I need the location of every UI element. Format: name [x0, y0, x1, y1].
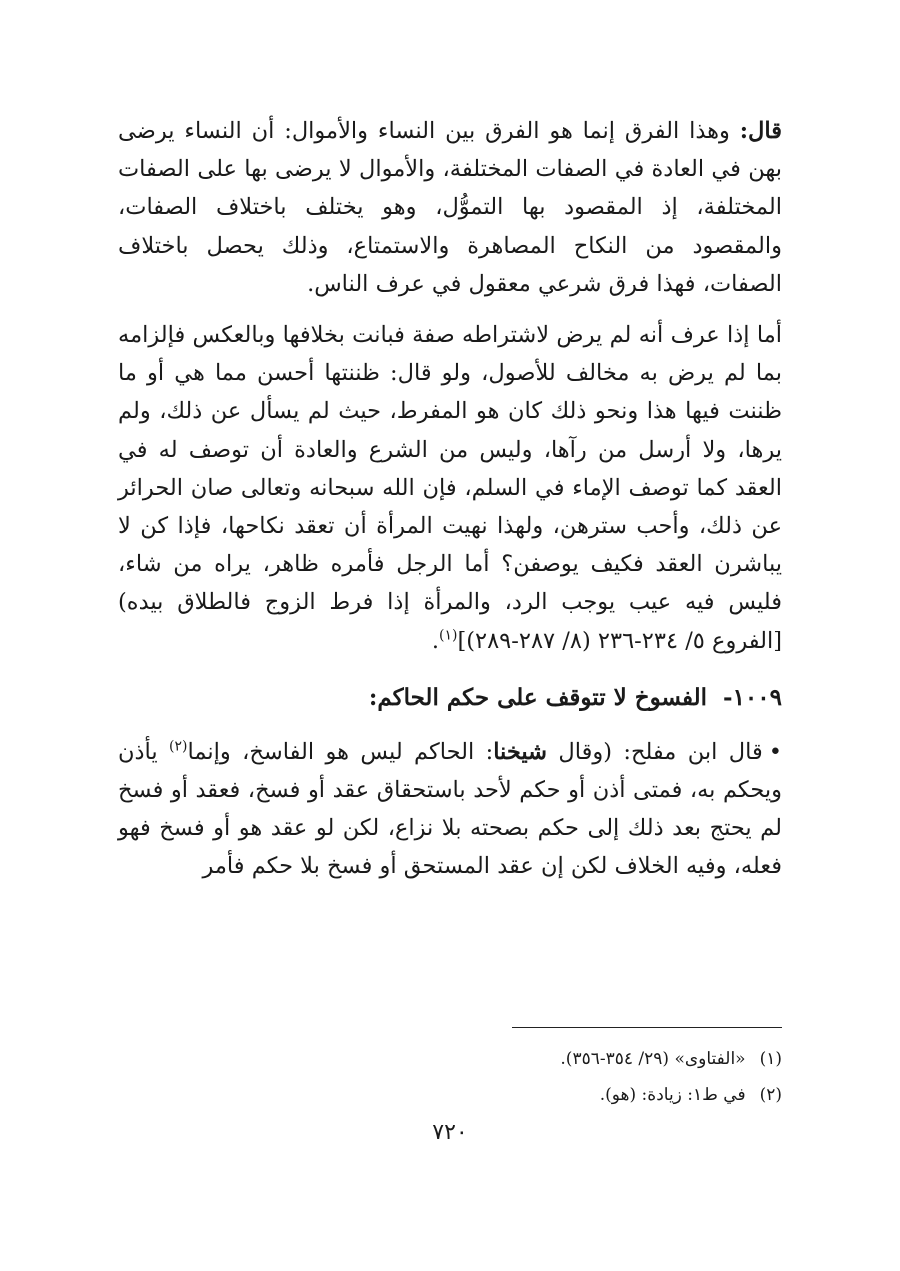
section-number: ١٠٠٩-	[723, 683, 782, 711]
footnote-1	[118, 1041, 782, 1077]
paragraph-3-text-c: يأذن ويحكم به، فمتى أذن أو حكم لأحد باستحقاق عقد أو فسخ، فعقد أو فسخ لم يحتج بعد ذلك إلى حكم بصحته بلا نزاع، لكن لو عقد هو أو فسخ فهو فعله، وفيه الخلاف لكن إن عقد المستحق أو فسخ بلا حكم فأمر	[118, 738, 782, 880]
footnote-ref-2[interactable]: (٢)	[169, 738, 188, 755]
paragraph-2	[118, 316, 782, 660]
paragraph-3-text-a: قال ابن مفلح: (وقال	[547, 738, 763, 765]
bullet-icon: •	[768, 738, 782, 765]
footnote-divider	[512, 1027, 782, 1028]
section-title: الفسوخ لا تتوقف على حكم الحاكم:	[368, 683, 708, 711]
page-body	[118, 112, 782, 886]
footnote-number: (٢)	[759, 1085, 782, 1105]
sheikh-label: شيخنا	[493, 738, 548, 765]
footnotes	[118, 1041, 782, 1113]
paragraph-1-text: وهذا الفرق إنما هو الفرق بين النساء والأموال: أن النساء يرضى بهن في العادة في الصفات المختلفة، والأموال لا يرضى بها على الصفات المختلفة، إذ المقصود بها التموُّل، وهو يختلف باختلاف الصفات، والمقصود من النكاح المصاهرة والاستمتاع، وذلك يحصل باختلاف الصفات، فهذا فرق شرعي معقول في عرف الناس.	[118, 118, 782, 297]
footnote-number: (١)	[759, 1049, 782, 1069]
footnote-ref-1[interactable]: (١)	[438, 627, 458, 644]
footnote-text: «الفتاوى» (٢٩/ ٣٥٤-٣٥٦).	[560, 1049, 746, 1069]
footnote-2	[118, 1077, 782, 1113]
paragraph-2-end: .	[431, 627, 439, 654]
paragraph-3	[118, 733, 782, 886]
section-heading	[118, 679, 782, 717]
page-number: ٧٢٠	[432, 1120, 468, 1145]
paragraph-3-text-b: : الحاكم ليس هو الفاسخ، وإنما	[187, 738, 494, 765]
paragraph-2-text: أما إذا عرف أنه لم يرض لاشتراطه صفة فبانت بخلافها وبالعكس فإلزامه بما لم يرض به مخالف للأصول، ولو قال: ظننتها أحسن مما هي أو ما ظننت فيها هذا ونحو ذلك كان هو المفرط، حيث لم يسأل عن ذلك، ولم يرها، ولا أرسل من رآها، وليس من الشرع والعادة أن توصف له في العقد كما توصف الإماء في السلم، فإن الله سبحانه وتعالى صان الحرائر عن ذلك، وأحب سترهن، ولهذا نهيت المرأة أن تعقد نكاحها، فإذا كن لا يباشرن العقد فكيف يوصفن؟ أما الرجل فأمره ظاهر، يراه من شاء، فليس فيه عيب يوجب الرد، والمرأة إذا فرط الزوج فالطلاق بيده) [الفروع ٥/ ٢٣٤-٢٣٦ (٨/ ٢٨٧-٢٨٩)]	[118, 322, 782, 654]
footnote-text: في ط١: زيادة: (هو).	[599, 1085, 746, 1105]
paragraph-1	[118, 112, 782, 303]
paragraph-label: قال:	[739, 118, 782, 144]
